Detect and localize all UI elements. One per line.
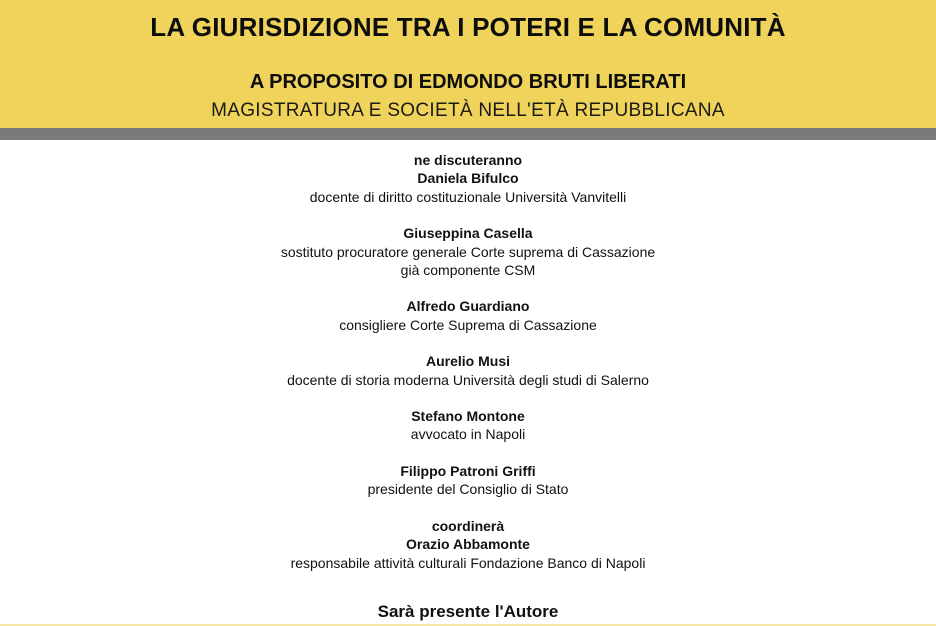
event-subtitle: A PROPOSITO DI EDMONDO BRUTI LIBERATI xyxy=(249,71,687,93)
speaker-block xyxy=(0,407,936,444)
header-divider-bar xyxy=(0,128,936,140)
speaker-role: già componente CSM xyxy=(400,262,536,279)
speaker-role: presidente del Consiglio di Stato xyxy=(367,481,569,498)
speaker-name: Alfredo Guardiano xyxy=(406,298,530,315)
speaker-name: Aurelio Musi xyxy=(425,353,510,370)
moderator-name: Orazio Abbamonte xyxy=(406,536,530,553)
speaker-name: Stefano Montone xyxy=(411,408,525,425)
moderator-intro: coordinerà xyxy=(431,517,505,534)
speaker-block xyxy=(0,151,936,206)
event-title: LA GIURISDIZIONE TRA I POTERI E LA COMUNITÀ xyxy=(150,12,786,42)
speaker-name: Filippo Patroni Griffi xyxy=(400,462,536,479)
speaker-role: avvocato in Napoli xyxy=(410,426,526,443)
speakers-list xyxy=(0,151,936,590)
speaker-block xyxy=(0,224,936,279)
moderator-role: responsabile attività culturali Fondazione Banco di Napoli xyxy=(290,554,646,571)
speaker-block xyxy=(0,462,936,499)
speaker-block xyxy=(0,352,936,389)
author-present-note: Sarà presente l'Autore xyxy=(377,602,559,621)
speaker-name: Giuseppina Casella xyxy=(403,225,533,242)
speaker-intro: ne discuteranno xyxy=(413,152,523,168)
header-banner xyxy=(0,0,936,128)
event-subtitle-secondary: MAGISTRATURA E SOCIETÀ NELL'ETÀ REPUBBLICANA xyxy=(211,100,725,121)
speaker-block xyxy=(0,297,936,334)
speaker-role: sostituto procuratore generale Corte suprema di Cassazione xyxy=(280,243,656,260)
moderator-block xyxy=(0,517,936,572)
speaker-role: docente di diritto costituzionale Università Vanvitelli xyxy=(309,188,627,205)
speaker-role: consigliere Corte Suprema di Cassazione xyxy=(339,316,597,333)
speaker-role: docente di storia moderna Università degli studi di Salerno xyxy=(287,371,649,388)
speaker-name: Daniela Bifulco xyxy=(417,170,519,187)
